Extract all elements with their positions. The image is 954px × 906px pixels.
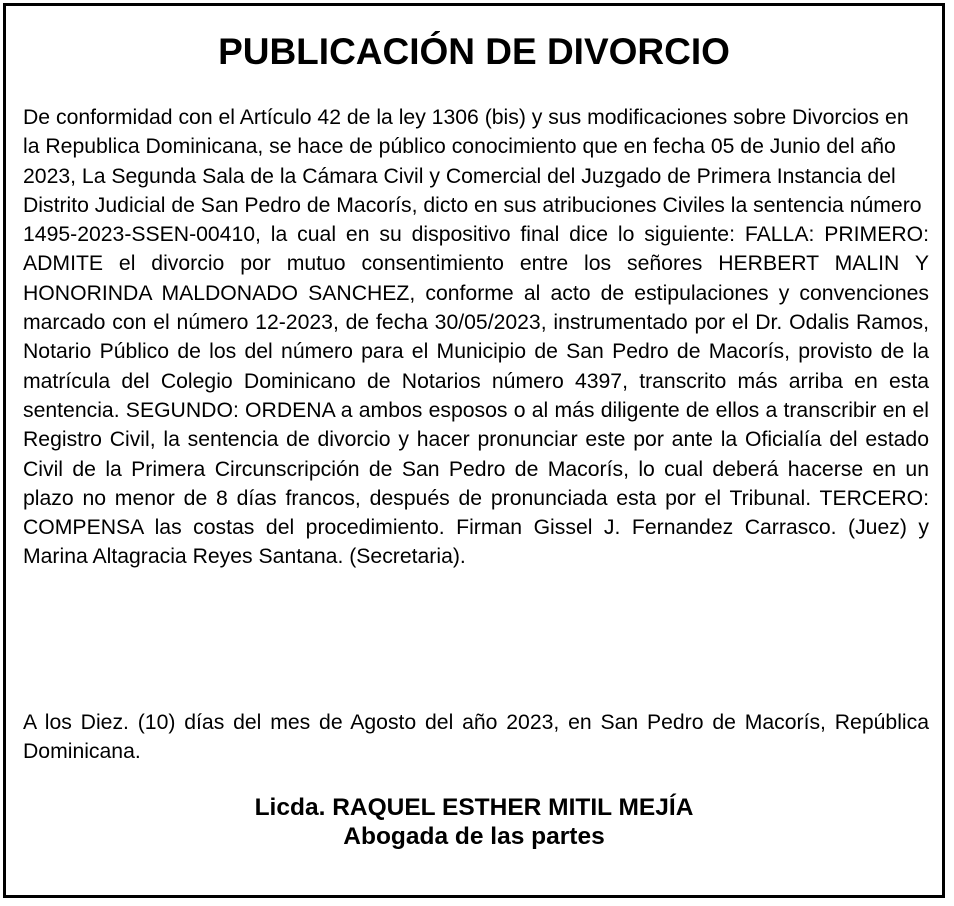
ruling-paragraph: 1495-2023-SSEN-00410, la cual en su dispositivo final dice lo siguiente: FALLA: PRIMERO: ADMITE el divorcio por mutuo consentimiento entre los señores HERBERT MALIN Y HONORINDA MALDONADO SANCHEZ, conforme al acto de estipulaciones y convenciones marcado con el número 12-2023, de fecha 30/05/2023, instrumentado por el Dr. Odalis Ramos, Notario Público de los del número para el Municipio de San Pedro de Macorís, provisto de la matrícula del Colegio Dominicano de Notarios número 4397, transcrito más arriba en esta sentencia. SEGUNDO: ORDENA a ambos esposos o al más diligente de ellos a transcribir en el Registro Civil, la sentencia de divorcio y hacer pronunciar este por ante la Oficialía del estado Civil de la Primera Circunscripción de San Pedro de Macorís, lo cual deberá hacerse en un plazo no menor de 8 días francos, después de pronunciada esta por el Tribunal. TERCERO: COMPENSA las costas del procedimiento. Firman Gissel J. Fernandez Carrasco. (Juez) y Marina Altagracia Reyes Santana. (Secretaria). [23,223,929,569]
closing-paragraph: A los Diez. (10) días del mes de Agosto del año 2023, en San Pedro de Macorís, República Dominicana. [23,711,929,764]
signature-block [6,793,942,851]
signature-role: Abogada de las partes [343,823,605,850]
intro-paragraph: De conformidad con el Artículo 42 de la ley 1306 (bis) y sus modificaciones sobre Divorcios en la Republica Dominicana, se hace de público conocimiento que en fecha 05 de Junio del año 2023, La Segunda Sala de la Cámara Civil y Comercial del Juzgado de Primera Instancia del Distrito Judicial de San Pedro de Macorís, dicto en sus atribuciones Civiles la sentencia número [23,106,922,217]
notice-body [23,103,929,572]
signature-name: Licda. RAQUEL ESTHER MITIL MEJÍA [254,794,694,821]
notice-title: PUBLICACIÓN DE DIVORCIO [218,31,730,72]
notice-frame [3,3,945,898]
